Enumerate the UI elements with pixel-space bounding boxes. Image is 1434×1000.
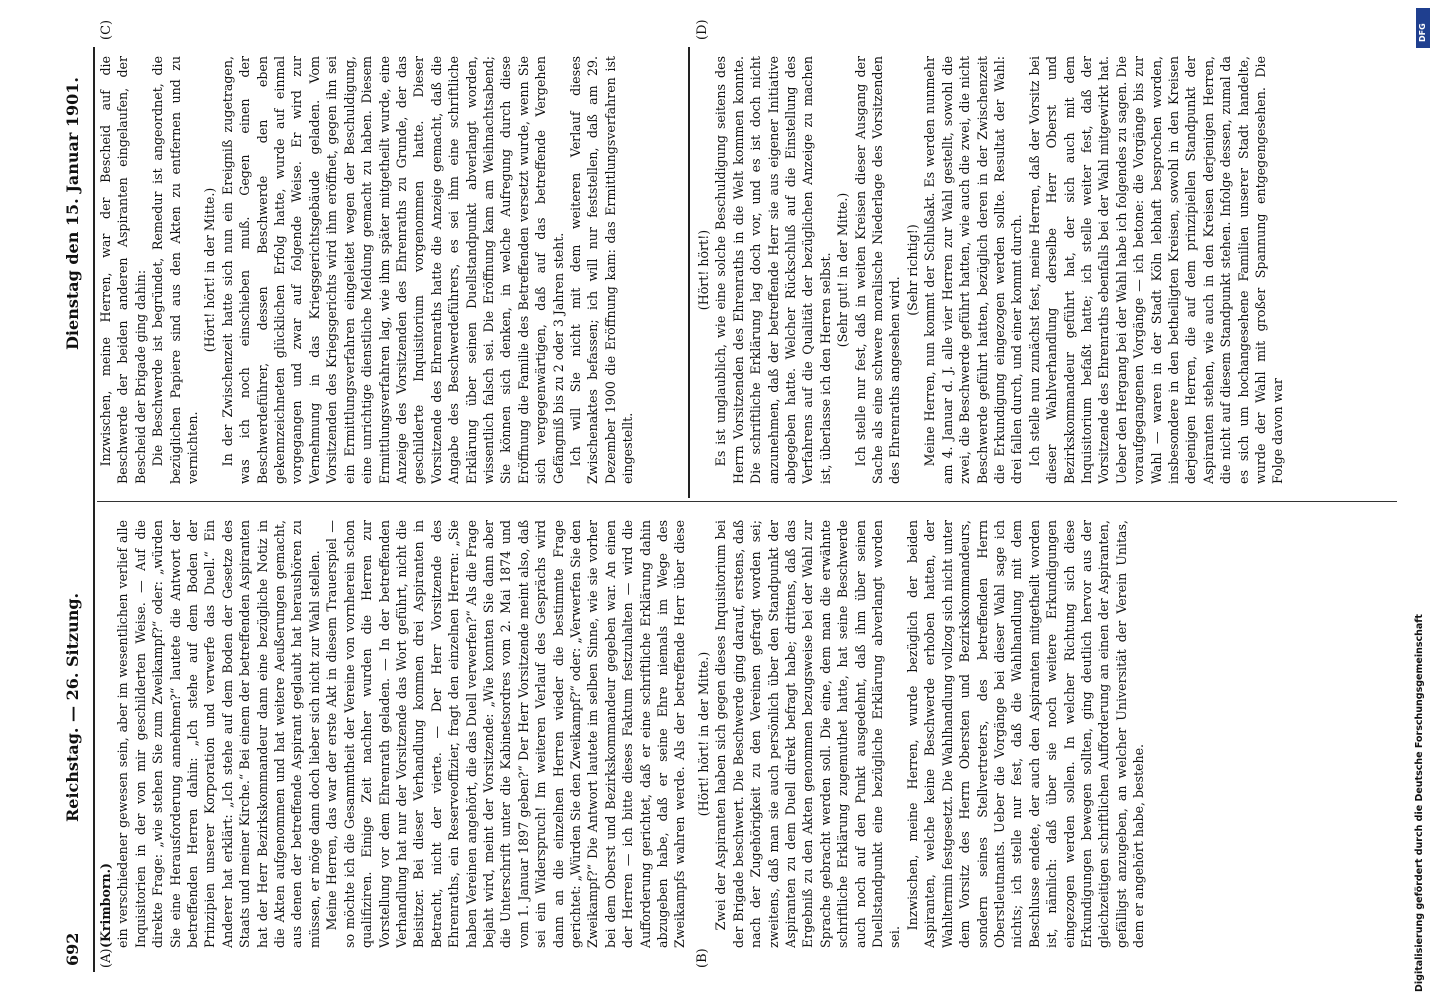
paragraph: ein verschiedener gewesen sein, aber im wesentlichen verlief alle Inquisitorien in der von mir geschilderten Weise. — Auf die direkte Frage: „wie stehen Sie zum Zweikampf?“ oder: „würden Sie eine Herausforderung annehmen?“ lautete die Antwort der betreffenden Herren dahin: „Ich stehe auf dem Boden der Prinzipien unserer Korporation und verwerfe das Duell.“ Ein Anderer hat erklärt: „Ich stehe auf dem Boden der Gesetze des Staats und meiner Kirche.“ Bei einem der betreffenden Aspiranten hat der Herr Bezirkskommandeur dann eine bezügliche Notiz in die Akten aufgenommen und hat weitere Aeußerungen gemacht, aus denen der betreffende Aspirant geglaubt hat heraushören zu müssen, er möge dann doch lieber sich nicht zur Wahl stellen.	[115, 520, 322, 948]
margin-marker-d: (D)	[695, 19, 710, 40]
header-left-title: Reichstag. — 26. Sitzung.	[63, 592, 82, 822]
page-number: 692	[63, 932, 82, 966]
logo-text: DFG	[1418, 23, 1427, 42]
rotated-page	[55, 19, 1415, 972]
left-column-bottom	[695, 520, 1385, 948]
paragraph: Inzwischen, meine Herren, wurde bezüglich der beiden Aspiranten, welche keine Beschwerde erhoben hatten, der Wahltermin festgesetzt. Die Wahlhandlung vollzog sich nicht unter dem Vorsitz des Herrn Obersten und Bezirkskommandeurs, sondern seines Stellvertreters, des betreffenden Herrn Oberstleutnants. Ueber die Vorgänge bei dieser Wahl sage ich nichts; ich stelle nur fest, daß die Wahlhandlung mit dem Beschlusse endete, der auch den Aspiranten mitgetheilt worden ist, nämlich: daß über sie noch weitere Erkundigungen eingezogen werden sollen. In welcher Richtung sich diese Erkundigungen bewegen sollten, ging deutlich hervor aus der gleichzeitigen schriftlichen Aufforderung an einen der Aspiranten, gefälligst anzugeben, an welcher Universität der Verein Unitas, dem er angehört habe, bestehe.	[904, 520, 1147, 948]
interjection: (Hört! hört! in der Mitte.)	[696, 651, 711, 817]
paragraph: Meine Herren, das war der erste Akt in diesem Trauerspiel — so möchte ich die Gesammtheit der Vereine von vornherein schon qualifiziren. Einige Zeit nachher wurden die Herren zur Vorstellung vor dem Ehrenrath geladen. — In der betreffenden Verhandlung hat nur der Vorsitzende das Wort geführt, nicht die Beisitzer. Bei dieser Verhandlung kommen drei Aspiranten in Betracht, nicht der vierte. — Der Herr Vorsitzende des Ehrenraths, ein Reserveoffizier, fragt den einzelnen Herren: „Sie haben Vereinen angehört, die das Duell verwerfen?“ Als die Frage bejaht wird, meint der Vorsitzende: „Wie konnten Sie dann aber die Unterschrift unter die Kabinetsordres vom 2. Mai 1874 und vom 1. Januar 1897 geben?“ Der Herr Vorsitzende meint also, daß sei ein Widerspruch! Im weiteren Verlauf des Gesprächs wird dann an die einzelnen Herren wieder die bestimmte Frage gerichtet: „Würden Sie den Zweikampf?“ oder: „Verwerfen Sie den Zweikampf?“ Die Antwort lautete im selben Sinne, wie sie vorher bei dem Oberst und Bezirkskommandeur gegeben war. An einen der Herren — ich bitte dieses Faktum festzuhalten — wird die Aufforderung gerichtet, daß er eine schriftliche Erklärung dahin abzugeben habe, daß er seine Ehre niemals im Wege des Zweikampfs wahren werde. Als der betreffende Herr über diese	[324, 520, 687, 948]
right-column-bottom	[695, 56, 1385, 484]
paragraph: In der Zwischenzeit hatte sich nun ein Ereigniß zugetragen, was ich noch einschieben muß. Gegen einen der Beschwerdeführer, dessen Beschwerde den eben gekennzeichneten glücklichen Erfolg hatte, wurde auf einmal vorgegangen und zwar auf folgende Weise. Er wird zur Vernehmung in das Kriegsgerichtsgebäude geladen. Vom Vorsitzenden des Kriegsgerichts wird ihm eröffnet, gegen ihn sei ein Ermittlungsverfahren eingeleitet wegen der Beschuldigung, eine unrichtige dienstliche Meldung gemacht zu haben. Diesem Ermittlungsverfahren lag, wie ihm später mitgetheilt wurde, eine Anzeige des Vorsitzenden des Ehrenraths zu Grunde, der das geschilderte Inquisitorium vorgenommen hatte. Dieser Vorsitzende des Ehrenraths hatte die Anzeige gemacht, daß die Angabe des Beschwerdeführers, es sei ihm eine schriftliche Erklärung über seinen Duellstandpunkt abverlangt worden, wissentlich falsch sei. Die Eröffnung kam am Weihnachtsabend; Sie können sich denken, in welche Aufregung durch diese Eröffnung die Familie des Betreffenden versetzt wurde, wenn Sie sich vergegenwärtigen, daß auf das betreffende Vergehen Gefängniß bis zu 2 oder 3 Jahren steht.	[219, 56, 566, 484]
header-right-title: Dienstag den 15. Januar 1901.	[63, 77, 82, 350]
credit-text: Digitalisierung gefördert durch die Deutsche Forschungsgemeinschaft	[1414, 614, 1425, 992]
paragraph: Inzwischen, meine Herren, war der Bescheid auf die Beschwerde der beiden anderen Aspiranten eingelaufen, der Bescheid der Brigade ging dahin:	[98, 56, 148, 484]
interjection: (Hört! hört! in der Mitte.)	[202, 187, 218, 353]
quoted-decision: Die Beschwerde ist begründet, Remedur ist angeordnet, die bezüglichen Papiere sind aus den Akten zu entfernen und zu vernichten.	[150, 56, 201, 484]
interjection: (Hört! hört!)	[696, 229, 711, 311]
paragraph: Ich stelle nun zunächst fest, meine Herren, daß der Vorsitz bei dieser Wahlverhandlung derselbe Herr Oberst und Bezirkskommandeur geführt hat, der sich auch mit dem Inquisitorium befaßt hatte; ich stelle weiter fest, daß der Vorsitzende des Ehrenraths ebenfalls bei der Wahl mitgewirkt hat. Ueber den Hergang bei der Wahl habe ich folgendes zu sagen. Die voraufgegangenen Vorgänge — ich betone: die Vorgänge bis zur Wahl — waren in der Stadt Köln lebhaft besprochen worden, insbesondere in den betheiligten Kreisen, sowohl in den Kreisen derjenigen Herren, die auf dem prinzipiellen Standpunkt der Aspiranten stehen, wie auch in den Kreisen derjenigen Herren, die nicht auf diesem Standpunkt stehen. Infolge dessen, zumal da es sich um hochangesehene Familien unserer Stadt handelte, wurde der Wahl mit großer Spannung entgegengesehen. Die Folge davon war	[1026, 56, 1286, 484]
right-column-rule	[688, 47, 690, 498]
column-divider	[97, 501, 1397, 502]
paragraph: Meine Herren, nun kommt der Schlußakt. Es werden nunmehr am 4. Januar d. J. alle vier Herren zur Wahl gestellt, sowohl die zwei, die Beschwerde geführt hatten, wie auch die zwei, die nicht Beschwerde geführt hatten, bezüglich deren in der Zwischenzeit die Erkundigung eingezogen werden sollte. Resultat der Wahl: drei fallen durch, und einer kommt durch.	[922, 56, 1025, 484]
digitization-credit	[1412, 8, 1432, 992]
header-rule	[93, 47, 95, 972]
paragraph: Ich stelle nur fest, daß in weiten Kreisen dieser Ausgang der Sache als eine schwere moralische Niederlage des Vorsitzenden des Ehrenraths angesehen wird.	[852, 56, 903, 484]
page-header	[55, 47, 91, 972]
left-column-top	[97, 520, 687, 948]
interjection: (Sehr richtig!)	[904, 224, 920, 316]
margin-marker-c: (C)	[99, 19, 114, 40]
margin-marker-b: (B)	[695, 948, 710, 968]
paragraph: Zwei der Aspiranten haben sich gegen dieses Inquisitorium bei der Brigade beschwert. Die Beschwerde ging darauf, erstens, daß nach der Zugehörigkeit zu den Vereinen gefragt worden sei; zweitens, daß man sie auch persönlich über den Standpunkt der Aspiranten zu dem Duell direkt befragt habe; drittens, daß das Ergebniß zu den Akten genommen bezugsweise bei der Wahl zur Sprache gebracht werden soll. Die eine, dem man die erwähnte schriftliche Erklärung zugemuthet hatte, hat seine Beschwerde auch noch auf den Punkt ausgedehnt, daß ihm über seinen Duellstandpunkt eine bezügliche Erklärung abverlangt worden sei.	[713, 520, 903, 948]
dfg-logo-icon	[1416, 8, 1430, 48]
margin-marker-a: (A)	[99, 948, 114, 968]
right-column-top	[97, 56, 687, 484]
paragraph: Ich will Sie nicht mit dem weiteren Verlauf dieses Zwischenaktes befassen; ich will nur feststellen, daß am 29. Dezember 1900 die Eröffnung kam: das Ermittlungsverfahren ist eingestellt.	[567, 56, 636, 484]
interjection: (Sehr gut! in der Mitte.)	[835, 192, 851, 348]
speaker-name: (Krimborn.)	[98, 863, 113, 948]
paragraph: Es ist unglaublich, wie eine solche Beschuldigung seitens des Herrn Vorsitzenden des Ehrenraths in die Welt kommen konnte. Die schriftliche Erklärung lag doch vor, und es ist doch nicht anzunehmen, daß der betreffende Herr sie aus eigener Initiative abgegeben hatte. Welcher Rückschluß auf die Einstellung des Verfahrens auf die Qualität der bezüglichen Anzeige zu machen ist, überlasse ich den Herren selbst.	[713, 56, 833, 484]
